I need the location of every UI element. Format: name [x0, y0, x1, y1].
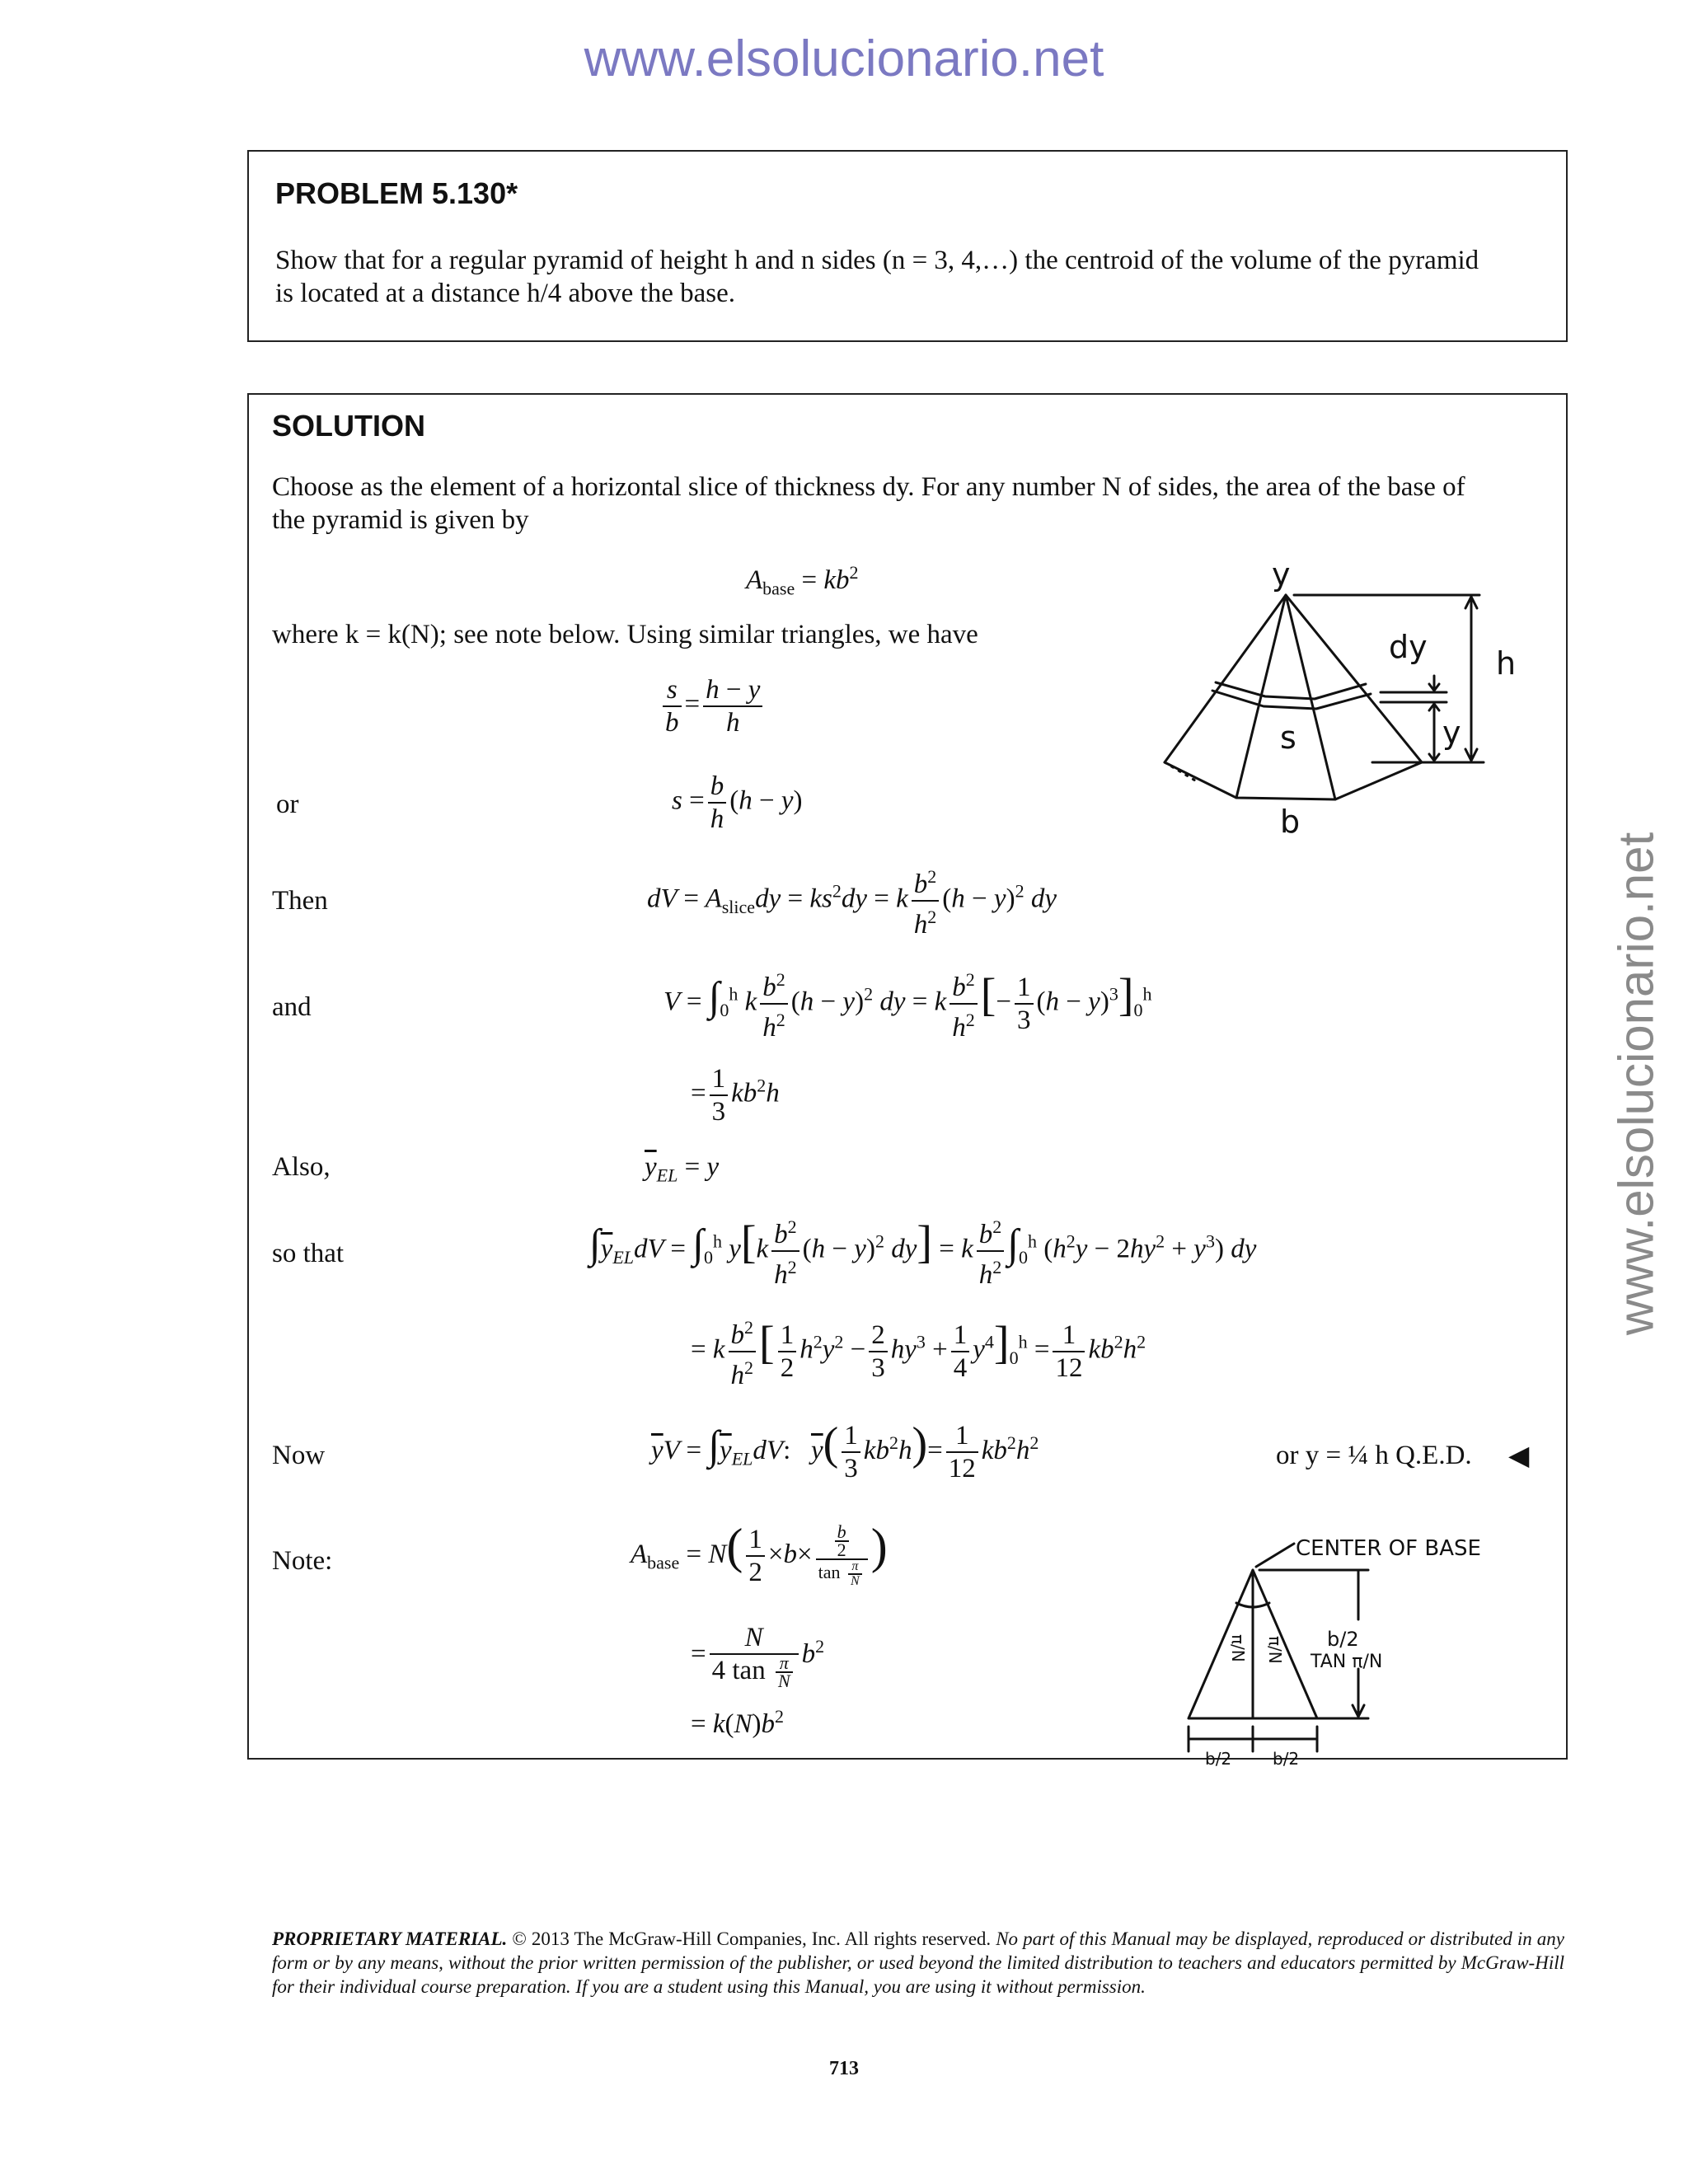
- equation-note-area: $A_{base} = N$( $\frac{1}{2}$ ×b× $\frac{b}{2}$ tan $\frac{\pi}{N}$ ): [631, 1519, 888, 1589]
- equation-dv: dV = $A_{slice}dy = ks^2dy = k$ $\frac{b^2}{h^2}$ $(h - y)^2$ dy: [647, 861, 1057, 940]
- diagram1-label-h: h: [1496, 645, 1517, 682]
- equation-area-base: $A_{base} = kb^2$: [746, 562, 859, 599]
- label-and: and: [272, 992, 312, 1022]
- problem-statement-1: Show that for a regular pyramid of height h and n sides (n = 3, 4,…) the centroid of the volume of the pyramid: [275, 246, 1479, 275]
- footer-copyright: [272, 1927, 1564, 1999]
- diagram1-label-y: y: [1442, 715, 1461, 751]
- equation-note-final: = $k(N)b^2$: [691, 1706, 785, 1739]
- solution-title: SOLUTION: [272, 409, 425, 443]
- watermark-top: www.elsolucionario.net: [584, 30, 1104, 87]
- label-note: Note:: [272, 1546, 333, 1576]
- qed-marker-icon: ◀: [1508, 1441, 1530, 1471]
- label-now: Now: [272, 1441, 326, 1470]
- diagram1-label-dy: dy: [1389, 629, 1428, 665]
- equation-volume-integral: $V = \int_0^h$ k $\frac{b^2}{h^2}$ $(h - y)^2$ dy = k $\frac{b^2}{h^2}$ [− $\frac{1}{3}$ $(h - y)^3]_0^h$: [663, 964, 1151, 1043]
- label-so-that: so that: [272, 1239, 345, 1268]
- diagram2-label-tan: TAN π/N: [1311, 1652, 1383, 1672]
- watermark-side: www.elsolucionario.net: [1608, 832, 1664, 1336]
- equation-s: s = $\frac{b}{h}$ (h − y): [672, 771, 803, 834]
- footer-plain: © 2013 The McGraw-Hill Companies, Inc. All rights reserved.: [507, 1929, 992, 1949]
- diagram1-label-b: b: [1280, 804, 1301, 840]
- diagram1-label-s: s: [1280, 719, 1296, 756]
- label-also: Also,: [272, 1152, 331, 1182]
- equation-centroid: $\overline{y}V = \int\overline{y}_{EL}dV$: $\overline{y}$( $\frac{1}{3}$ $kb^2h)=$ $\frac{1}{12}$ $kb^2h^2$: [651, 1418, 1039, 1484]
- equation-first-moment-result: = k $\frac{b^2}{h^2}$ [ $\frac{1}{2}$ $h^2y^2$ − $\frac{2}{3}$ $hy^3$ + $\frac{1}{4}$ $y^4]_0^h$ = $\frac{1}{12}$ $kb^2h^2$: [691, 1312, 1146, 1391]
- diagram1-label-y-axis: y: [1272, 560, 1291, 593]
- diagram2-label-base-right: b/2: [1273, 1749, 1300, 1768]
- base-triangle-diagram: [1170, 1529, 1533, 1768]
- equation-volume-result: = $\frac{1}{3}$ $kb^2h$: [691, 1064, 780, 1127]
- label-then: Then: [272, 886, 328, 916]
- where-text: where k = k(N); see note below. Using similar triangles, we have: [272, 620, 978, 649]
- page-number: 713: [829, 2058, 859, 2079]
- problem-title: PROBLEM 5.130*: [275, 176, 518, 210]
- equation-yel: $\overline{y}_{EL} = y$: [645, 1152, 720, 1186]
- diagram2-label-center: CENTER OF BASE: [1296, 1536, 1481, 1561]
- equation-first-moment: $\int\overline{y}_{EL}dV = \int_0^h$ y[k $\frac{b^2}{h^2}$ $(h - y)^2$ dy] = k $\frac{b^2}{h^2}$ $\int_0^h$ $(h^2y - 2hy^2 + y^3)$ dy: [589, 1212, 1256, 1291]
- pyramid-slice-diagram: [1150, 560, 1537, 841]
- diagram2-label-base-left: b/2: [1205, 1749, 1232, 1768]
- problem-box: [247, 150, 1568, 342]
- diagram2-label-half-b: b/2: [1327, 1628, 1359, 1651]
- label-or: or: [276, 790, 299, 819]
- equation-note-k: = N 4 tan $\frac{\pi}{N}$ $b^2$: [691, 1623, 825, 1692]
- solution-intro-1: Choose as the element of a horizontal slice of thickness dy. For any number N of sides, the area of the base of: [272, 472, 1465, 502]
- problem-statement-2: is located at a distance h/4 above the base.: [275, 279, 736, 308]
- solution-intro-2: the pyramid is given by: [272, 505, 529, 535]
- equation-similar-triangles: $\frac{s}{b}$ = $\frac{h - y}{h}$: [659, 674, 766, 738]
- diagram2-label-angle-left: π/N: [1228, 1634, 1248, 1662]
- diagram2-label-angle-right: π/N: [1265, 1636, 1285, 1664]
- footer-italic: No part of this Manual may be displayed, reproduced or distributed in any form or by any means, without the prior written permission of the publisher, or used beyond the limited distribution to teachers and educators permitted by McGraw-Hill for their individual course preparation. If you are a student using this Manual, you are using it without permission.: [272, 1929, 1564, 1997]
- footer-bold-lead: PROPRIETARY MATERIAL.: [272, 1929, 508, 1949]
- qed-result: or y = ¼ h Q.E.D.: [1276, 1441, 1472, 1470]
